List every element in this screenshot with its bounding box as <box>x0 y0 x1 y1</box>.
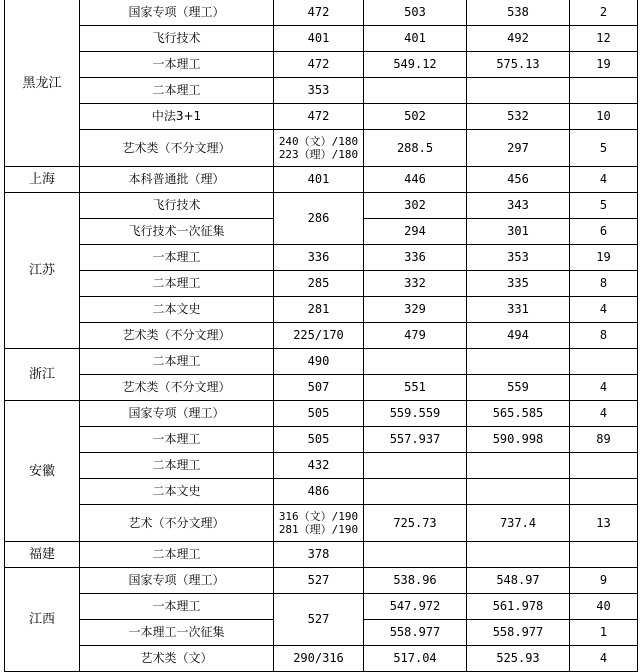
category-cell: 飞行技术 <box>80 26 274 52</box>
control-line-cell: 486 <box>274 479 364 505</box>
min-score-cell <box>364 349 467 375</box>
min-score-cell: 294 <box>364 219 467 245</box>
admit-count-cell: 9 <box>570 568 638 594</box>
category-cell: 二本文史 <box>80 297 274 323</box>
admission-score-table <box>4 0 638 672</box>
min-score-cell: 547.972 <box>364 594 467 620</box>
admit-count-cell: 4 <box>570 401 638 427</box>
category-cell: 二本理工 <box>80 349 274 375</box>
min-score-cell <box>364 542 467 568</box>
max-score-cell: 335 <box>467 271 570 297</box>
admit-count-cell: 4 <box>570 375 638 401</box>
control-line-cell: 378 <box>274 542 364 568</box>
category-cell: 二本理工 <box>80 542 274 568</box>
max-score-cell: 456 <box>467 167 570 193</box>
category-cell: 艺术类（不分文理） <box>80 375 274 401</box>
min-score-cell: 557.937 <box>364 427 467 453</box>
category-cell: 中法3+1 <box>80 104 274 130</box>
admit-count-cell: 5 <box>570 130 638 167</box>
max-score-cell: 575.13 <box>467 52 570 78</box>
category-cell: 一本理工 <box>80 427 274 453</box>
category-cell: 二本理工 <box>80 271 274 297</box>
category-cell: 艺术类（文） <box>80 646 274 672</box>
province-cell: 浙江 <box>5 349 80 401</box>
max-score-cell: 558.977 <box>467 620 570 646</box>
min-score-cell <box>364 78 467 104</box>
max-score-cell <box>467 78 570 104</box>
category-cell: 二本理工 <box>80 453 274 479</box>
min-score-cell: 549.12 <box>364 52 467 78</box>
min-score-cell: 336 <box>364 245 467 271</box>
control-line-cell: 290/316 <box>274 646 364 672</box>
table-row <box>5 245 638 271</box>
admit-count-cell: 89 <box>570 427 638 453</box>
control-line-cell: 472 <box>274 0 364 26</box>
admit-count-cell: 10 <box>570 104 638 130</box>
admit-count-cell: 5 <box>570 193 638 219</box>
table-row <box>5 505 638 542</box>
province-cell: 黑龙江 <box>5 0 80 167</box>
control-line-cell: 490 <box>274 349 364 375</box>
table-row <box>5 401 638 427</box>
max-score-cell <box>467 453 570 479</box>
min-score-cell: 329 <box>364 297 467 323</box>
control-line-cell: 281 <box>274 297 364 323</box>
admit-count-cell: 4 <box>570 646 638 672</box>
table-row <box>5 594 638 620</box>
admit-count-cell <box>570 542 638 568</box>
max-score-cell: 737.4 <box>467 505 570 542</box>
control-line-cell: 432 <box>274 453 364 479</box>
table-row <box>5 427 638 453</box>
admit-count-cell: 1 <box>570 620 638 646</box>
table-row <box>5 646 638 672</box>
max-score-cell: 492 <box>467 26 570 52</box>
control-line-cell: 472 <box>274 52 364 78</box>
max-score-cell <box>467 542 570 568</box>
table-row <box>5 349 638 375</box>
control-line-science: 223（理）/180 <box>278 148 359 161</box>
control-line-cell: 401 <box>274 26 364 52</box>
control-line-cell: 401 <box>274 167 364 193</box>
table-row <box>5 104 638 130</box>
max-score-cell: 343 <box>467 193 570 219</box>
control-line-arts: 316（文）/190 <box>278 510 359 523</box>
table-row <box>5 542 638 568</box>
category-cell: 艺术类（不分文理） <box>80 130 274 167</box>
control-line-cell: 286 <box>274 193 364 245</box>
admit-count-cell: 4 <box>570 167 638 193</box>
control-line-cell: 336 <box>274 245 364 271</box>
control-line-cell: 505 <box>274 427 364 453</box>
admit-count-cell <box>570 349 638 375</box>
max-score-cell: 565.585 <box>467 401 570 427</box>
control-line-arts: 240（文）/180 <box>278 135 359 148</box>
table-row <box>5 479 638 505</box>
min-score-cell: 502 <box>364 104 467 130</box>
admit-count-cell: 2 <box>570 0 638 26</box>
table-row <box>5 167 638 193</box>
admit-count-cell: 40 <box>570 594 638 620</box>
min-score-cell: 503 <box>364 0 467 26</box>
admit-count-cell: 19 <box>570 245 638 271</box>
category-cell: 国家专项（理工） <box>80 0 274 26</box>
admit-count-cell: 12 <box>570 26 638 52</box>
category-cell: 艺术（不分文理） <box>80 505 274 542</box>
table-row <box>5 78 638 104</box>
table-row <box>5 26 638 52</box>
admit-count-cell: 8 <box>570 271 638 297</box>
max-score-cell: 525.93 <box>467 646 570 672</box>
category-cell: 飞行技术 <box>80 193 274 219</box>
min-score-cell: 725.73 <box>364 505 467 542</box>
max-score-cell: 559 <box>467 375 570 401</box>
min-score-cell: 538.96 <box>364 568 467 594</box>
admit-count-cell: 19 <box>570 52 638 78</box>
province-cell: 福建 <box>5 542 80 568</box>
admit-count-cell: 8 <box>570 323 638 349</box>
min-score-cell: 517.04 <box>364 646 467 672</box>
max-score-cell: 297 <box>467 130 570 167</box>
control-line-cell: 505 <box>274 401 364 427</box>
min-score-cell: 288.5 <box>364 130 467 167</box>
category-cell: 一本理工 <box>80 594 274 620</box>
table-row <box>5 271 638 297</box>
admit-count-cell: 4 <box>570 297 638 323</box>
min-score-cell: 446 <box>364 167 467 193</box>
min-score-cell <box>364 479 467 505</box>
category-cell: 一本理工 <box>80 52 274 78</box>
admit-count-cell <box>570 479 638 505</box>
max-score-cell: 532 <box>467 104 570 130</box>
min-score-cell: 401 <box>364 26 467 52</box>
min-score-cell: 551 <box>364 375 467 401</box>
min-score-cell: 559.559 <box>364 401 467 427</box>
category-cell: 飞行技术一次征集 <box>80 219 274 245</box>
control-line-cell: 507 <box>274 375 364 401</box>
control-line-cell: 527 <box>274 594 364 646</box>
table-row <box>5 568 638 594</box>
province-cell: 江苏 <box>5 193 80 349</box>
category-cell: 国家专项（理工） <box>80 401 274 427</box>
province-cell: 安徽 <box>5 401 80 542</box>
control-line-cell <box>274 505 364 542</box>
admit-count-cell <box>570 453 638 479</box>
control-line-cell: 285 <box>274 271 364 297</box>
control-line-cell: 472 <box>274 104 364 130</box>
province-cell: 上海 <box>5 167 80 193</box>
table-row <box>5 0 638 26</box>
category-cell: 艺术类（不分文理） <box>80 323 274 349</box>
max-score-cell: 590.998 <box>467 427 570 453</box>
category-cell: 二本理工 <box>80 78 274 104</box>
table-row <box>5 453 638 479</box>
admit-count-cell: 13 <box>570 505 638 542</box>
admit-count-cell: 6 <box>570 219 638 245</box>
max-score-cell: 301 <box>467 219 570 245</box>
table-row <box>5 193 638 219</box>
max-score-cell: 353 <box>467 245 570 271</box>
control-line-cell: 225/170 <box>274 323 364 349</box>
max-score-cell <box>467 479 570 505</box>
table-row <box>5 52 638 78</box>
max-score-cell: 538 <box>467 0 570 26</box>
min-score-cell: 558.977 <box>364 620 467 646</box>
max-score-cell <box>467 349 570 375</box>
admit-count-cell <box>570 78 638 104</box>
max-score-cell: 331 <box>467 297 570 323</box>
min-score-cell <box>364 453 467 479</box>
max-score-cell: 494 <box>467 323 570 349</box>
table-row <box>5 375 638 401</box>
table-row <box>5 297 638 323</box>
category-cell: 一本理工 <box>80 245 274 271</box>
category-cell: 本科普通批（理） <box>80 167 274 193</box>
province-cell: 江西 <box>5 568 80 672</box>
max-score-cell: 548.97 <box>467 568 570 594</box>
category-cell: 二本文史 <box>80 479 274 505</box>
min-score-cell: 332 <box>364 271 467 297</box>
category-cell: 国家专项（理工） <box>80 568 274 594</box>
max-score-cell: 561.978 <box>467 594 570 620</box>
control-line-cell: 353 <box>274 78 364 104</box>
control-line-science: 281（理）/190 <box>278 523 359 536</box>
control-line-cell: 527 <box>274 568 364 594</box>
table-row <box>5 323 638 349</box>
min-score-cell: 302 <box>364 193 467 219</box>
table-row <box>5 130 638 167</box>
category-cell: 一本理工一次征集 <box>80 620 274 646</box>
min-score-cell: 479 <box>364 323 467 349</box>
control-line-cell <box>274 130 364 167</box>
